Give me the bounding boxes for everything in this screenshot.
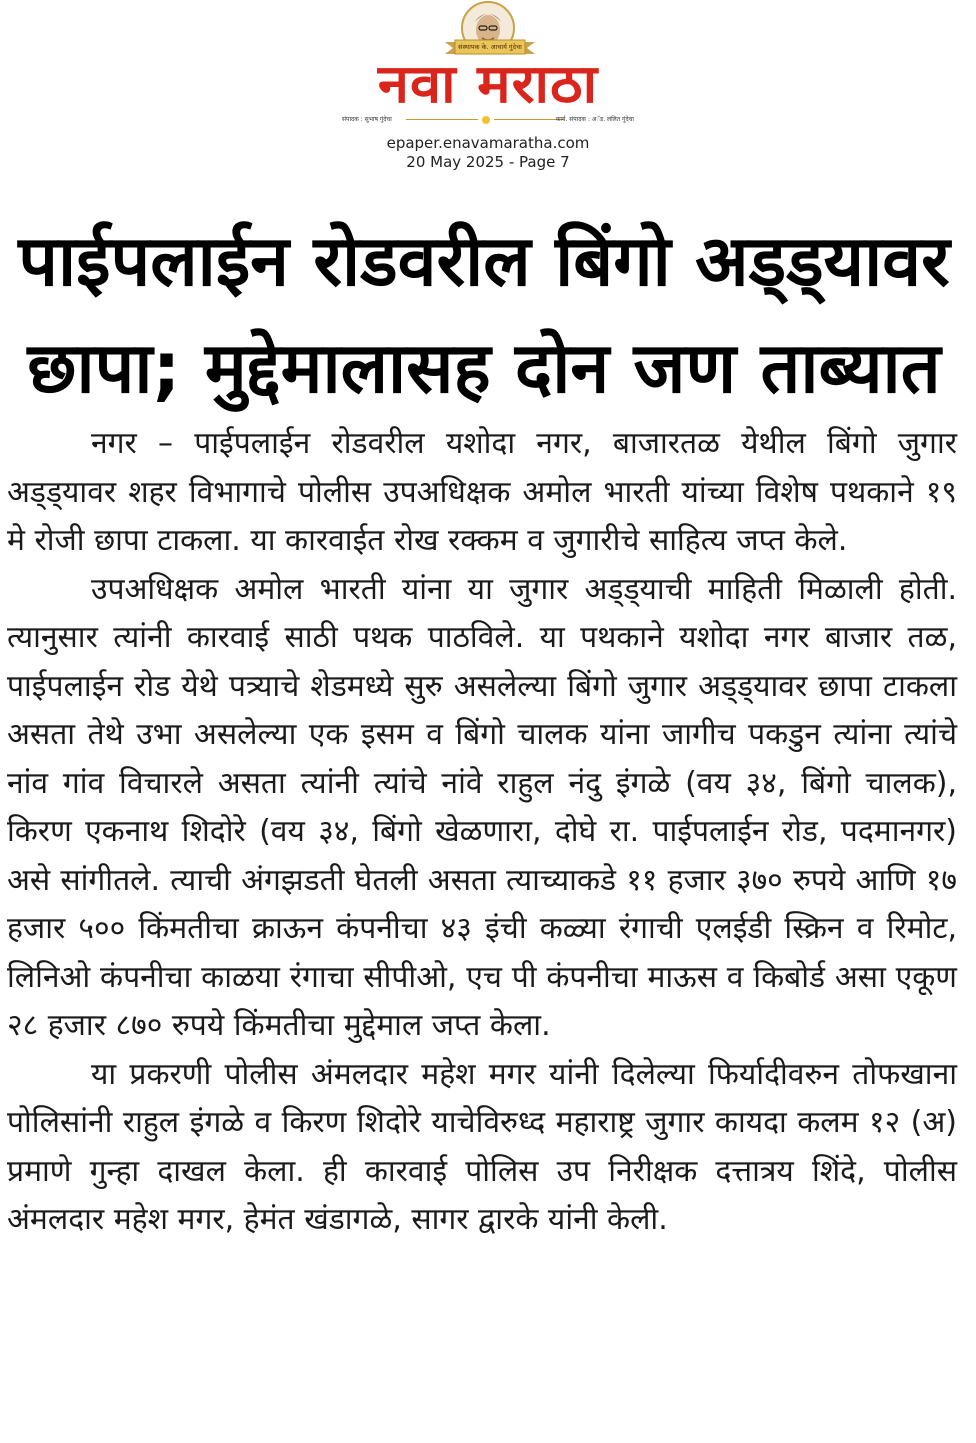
tagline-rule-right <box>494 119 564 120</box>
tagline-rule-left <box>406 119 478 120</box>
source-url: epaper.enavamaratha.com <box>386 134 590 152</box>
article-headline <box>14 208 954 422</box>
source-info <box>0 134 976 172</box>
tagline-editor: संपादक : सुभाष गुंदेचा <box>342 116 392 123</box>
headline-line-2: छापा; मुद्देमालासह दोन जण ताब्यात <box>27 327 941 409</box>
article-paragraph: उपअधिक्षक अमोल भारती यांना या जुगार अड्ड्याची माहिती मिळाली होती. त्यानुसार त्यांनी कारवाई साठी पथक पाठविले. या पथकाने यशोदा नगर बाजार तळ, पाईपलाईन रोड येथे पत्र्याचे शेडमध्ये सुरु असलेल्या बिंगो जुगार अड्ड्यावर छापा टाकला असता तेथे उभा असलेल्या एक इसम व बिंगो चालक यांना जागीच पकडुन त्यांना त्यांचे नांव गांव विचारले असता त्यांनी त्यांचे नांवे राहुल नंदु इंगळे (वय ३४, बिंगो चालक), किरण एकनाथ शिदोरे (वय ३४, बिंगो खेळणारा, दोघे रा. पाईपलाईन रोड, पदमानगर) असे सांगीतले. त्याची अंगझडती घेतली असता त्याच्याकडे ११ हजार ३७० रुपये आणि १७ हजार ५०० किंमतीचा क्राऊन कंपनीचा ४३ इंची कळ्या रंगाची एलईडी स्क्रिन व रिमोट, लिनिओ कंपनीचा काळया रंगाचा सीपीओ, एच पी कंपनीचा माऊस व किबोर्ड असा एकूण २८ हजार ८७० रुपये किंमतीचा मुद्देमाल जप्त केला. <box>7 571 957 1043</box>
tagline-exec-editor: कार्य. संपादक : अॅड. ललित गुंदेचा <box>555 116 634 123</box>
masthead <box>0 0 976 178</box>
source-date-page: 20 May 2025 - Page 7 <box>406 153 570 171</box>
masthead-tagline <box>336 114 640 126</box>
headline-line-1: पाईपलाईन रोडवरील बिंगो अड्ड्यावर <box>18 220 950 302</box>
ribbon-text: संस्थापक के. आचार्य गुंदेचा <box>458 43 522 51</box>
article-body <box>7 420 957 1245</box>
article-paragraph: या प्रकरणी पोलीस अंमलदार महेश मगर यांनी दिलेल्या फिर्यादीवरुन तोफखाना पोलिसांनी राहुल इंगळे व किरण शिदोरे याचेविरुध्द महाराष्ट्र जुगार कायदा कलम १२ (अ) प्रमाणे गुन्हा दाखल केला. ही कारवाई पोलिस उप निरीक्षक दत्तात्रय शिंदे, पोलीस अंमलदार महेश मगर, हेमंत खंडागळे, सागर द्वारके यांनी केली. <box>7 1056 957 1237</box>
newspaper-logo <box>336 53 640 116</box>
sun-ornament-icon <box>482 116 490 124</box>
article-paragraph: नगर – पाईपलाईन रोडवरील यशोदा नगर, बाजारतळ येथील बिंगो जुगार अड्ड्यावर शहर विभागाचे पोलीस उपअधिक्षक अमोल भारती यांच्या विशेष पथकाने १९ मे रोजी छापा टाकला. या कारवाईत रोख रक्कम व जुगारीचे साहित्य जप्त केले. <box>7 426 957 558</box>
logo-text: नवा मराठा <box>377 53 599 116</box>
